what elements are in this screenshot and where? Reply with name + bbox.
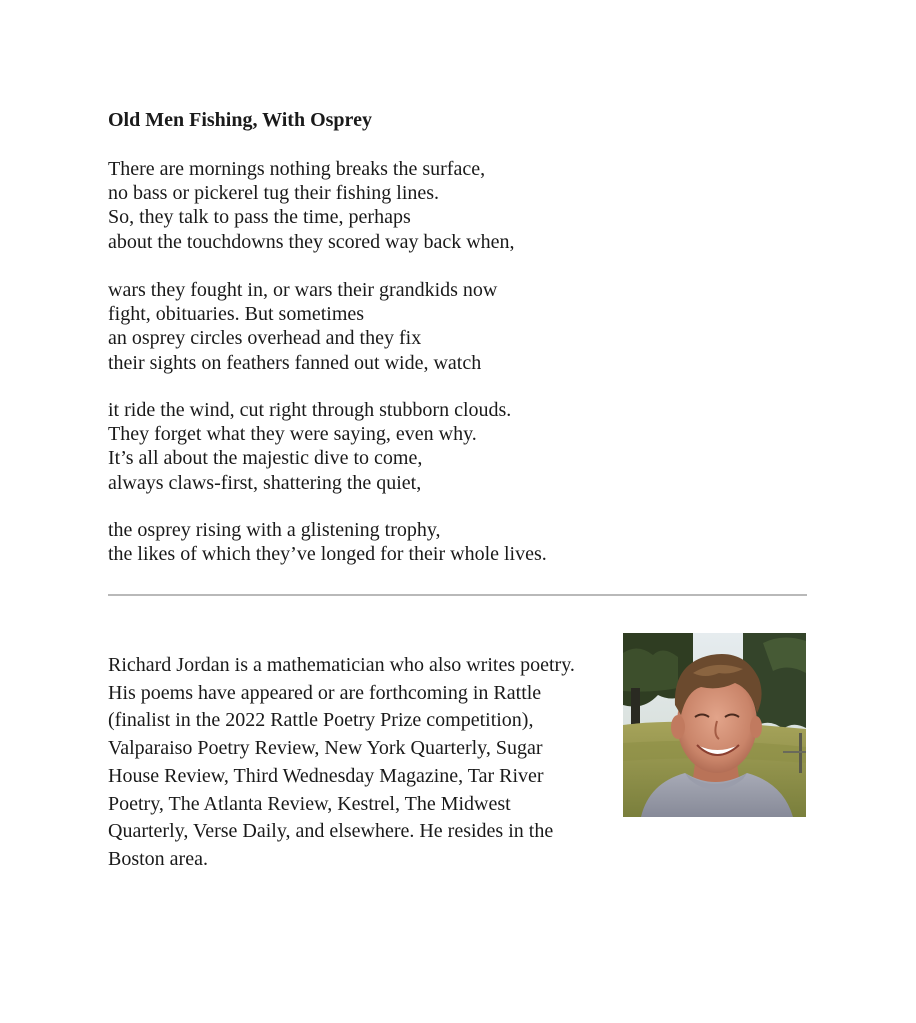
bio-line: Quarterly, Verse Daily, and elsewhere. He resides in the xyxy=(108,820,554,843)
poem-title: Old Men Fishing, With Osprey xyxy=(108,109,372,131)
poem-line: always claws-first, shattering the quiet, xyxy=(108,471,422,494)
bio-line: House Review, Third Wednesday Magazine, Tar River xyxy=(108,764,544,787)
bio-line: His poems have appeared or are forthcoming in Rattle xyxy=(108,681,542,704)
poem-line: about the touchdowns they scored way back when, xyxy=(108,230,515,253)
poem-line: an osprey circles overhead and they fix xyxy=(108,327,422,350)
poem-line: They forget what they were saying, even why. xyxy=(108,423,477,446)
poem-line: fight, obituaries. But sometimes xyxy=(108,303,365,326)
bio-line: Richard Jordan is a mathematician who also writes poetry. xyxy=(108,654,575,676)
poem-stanza xyxy=(108,278,497,375)
section-divider xyxy=(108,594,807,596)
poem-line: the likes of which they’ve longed for their whole lives. xyxy=(108,543,547,566)
author-photo xyxy=(623,633,806,817)
poem-stanza xyxy=(108,518,547,566)
poem-line: So, they talk to pass the time, perhaps xyxy=(108,206,411,229)
poem-line: it ride the wind, cut right through stubborn clouds. xyxy=(108,399,512,421)
poem-stanza xyxy=(108,398,511,495)
poem-line: their sights on feathers fanned out wide, watch xyxy=(108,351,482,374)
bio-line: (finalist in the 2022 Rattle Poetry Prize competition), xyxy=(108,709,534,732)
poem-stanza xyxy=(108,157,515,254)
poem-line: no bass or pickerel tug their fishing lines. xyxy=(108,182,440,205)
poem-line: It’s all about the majestic dive to come, xyxy=(108,447,423,470)
bio-line: Boston area. xyxy=(108,847,208,870)
poem-line: There are mornings nothing breaks the surface, xyxy=(108,158,486,180)
bio-line: Poetry, The Atlanta Review, Kestrel, The Midwest xyxy=(108,792,511,815)
poem-line: the osprey rising with a glistening trophy, xyxy=(108,519,441,541)
poem-line: wars they fought in, or wars their grandkids now xyxy=(108,279,498,301)
bio-line: Valparaiso Poetry Review, New York Quarterly, Sugar xyxy=(108,737,543,760)
author-bio xyxy=(108,652,608,874)
